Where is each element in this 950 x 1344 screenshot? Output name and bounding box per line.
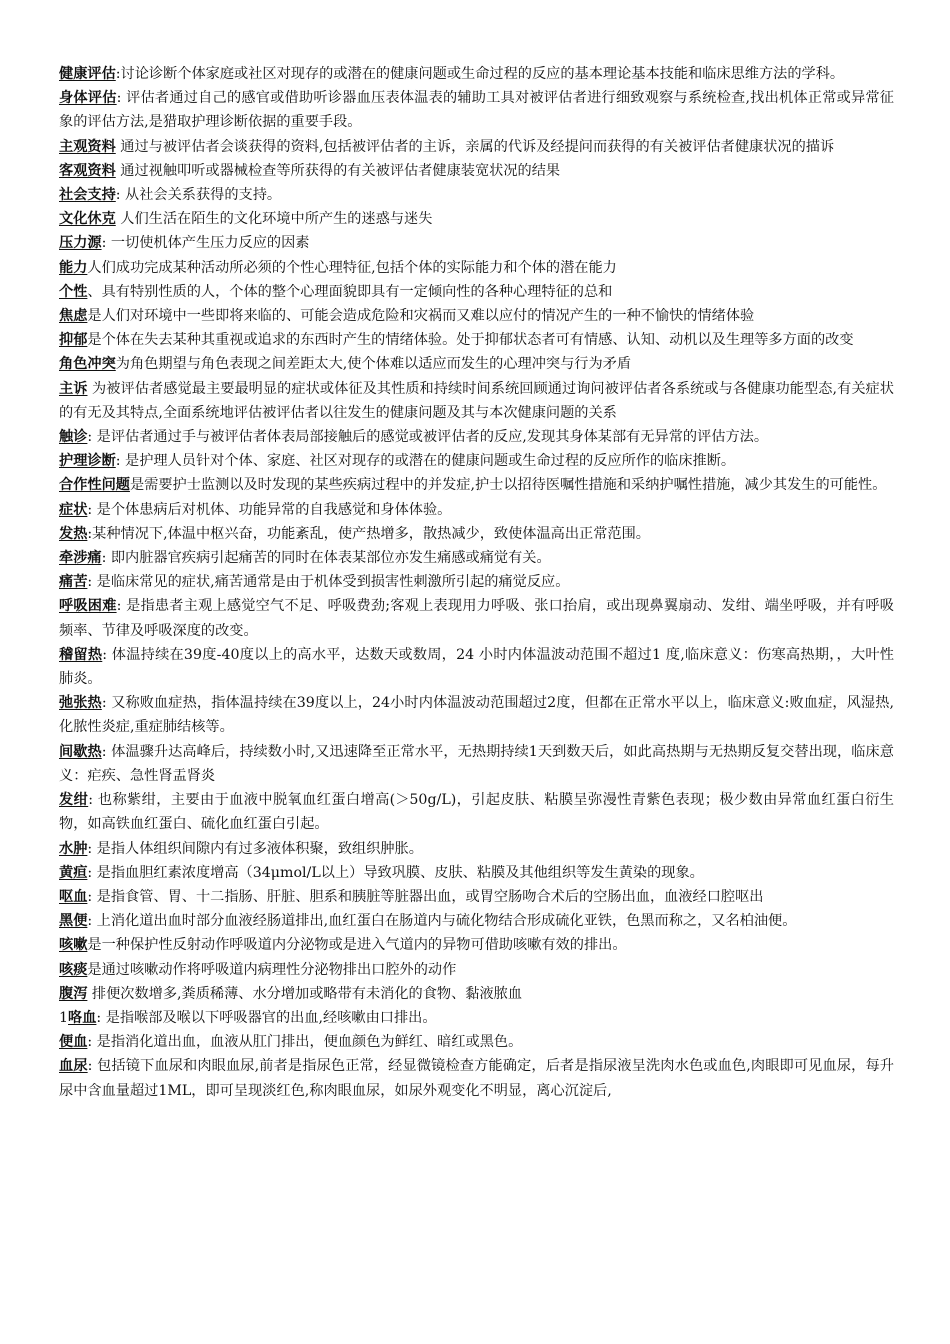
glossary-entry — [59, 135, 894, 159]
glossary-definition: 排便次数增多,粪质稀薄、水分增加或略带有未消化的食物、黏液脓血 — [87, 985, 523, 1002]
glossary-entry — [59, 909, 894, 933]
glossary-definition: :讨论诊断个体家庭或社区对现存的或潜在的健康问题或生命过程的反应的基本理论基本技能和临床思维方法的学科。 — [115, 66, 845, 82]
glossary-entry — [59, 207, 894, 231]
glossary-entry — [59, 183, 894, 207]
glossary-entry — [59, 449, 894, 473]
glossary-definition: : 评估者通过自己的感官或借助听诊器血压表体温表的辅助工具对被评估者进行细致观察与系统检查,找出机体正常或异常征象的评估方法,是猎取护理诊断依据的重要手段。 — [59, 90, 894, 131]
glossary-entry — [59, 425, 894, 449]
glossary-definition: 人们生活在陌生的文化环境中所产生的迷惑与迷失 — [115, 211, 433, 228]
glossary-definition: : 一切使机体产生压力反应的因素 — [101, 235, 310, 252]
glossary-definition: : 是指患者主观上感觉空气不足、呼吸费劲;客观上表现用力呼吸、张口抬肩，或出现鼻翼扇动、发绀、端坐呼吸，并有呼吸频率、节律及呼吸深度的改变。 — [59, 598, 894, 639]
glossary-entry — [59, 159, 894, 183]
glossary-entry — [59, 885, 894, 909]
glossary-definition: 是通过咳嗽动作将呼吸道内病理性分泌物排出口腔外的动作 — [87, 961, 457, 978]
glossary-definition: 是个体在失去某种其重视或追求的东西时产生的情绪体验。处于抑郁状态者可有情感、认知、动机以及生理等多方面的改变 — [87, 332, 854, 349]
glossary-entry — [59, 328, 894, 352]
glossary-term: 间歇热 — [59, 743, 102, 760]
glossary-definition: 是人们对环境中一些即将来临的、可能会造成危险和灾祸而又难以应付的情况产生的一种不愉快的情绪体验 — [87, 308, 755, 325]
glossary-term: 黄疸 — [59, 864, 88, 881]
glossary-entry — [59, 546, 894, 570]
glossary-term: 合作性问题 — [59, 477, 130, 494]
glossary-definition: : 是指食管、胃、十二指肠、肝脏、胆系和胰脏等脏器出血，或胃空肠吻合术后的空肠出血，血液经口腔呕出 — [87, 888, 764, 905]
glossary-definition: : 是评估者通过手与被评估者体表局部接触后的感觉或被评估者的反应,发现其身体某部有无异常的评估方法。 — [87, 429, 769, 446]
glossary-entry — [59, 594, 894, 642]
glossary-term: 个性 — [59, 283, 88, 300]
glossary-entry — [59, 570, 894, 594]
glossary-definition: : 从社会关系获得的支持。 — [115, 187, 282, 204]
glossary-entry — [59, 231, 894, 255]
glossary-term: 水肿 — [59, 840, 88, 857]
glossary-entry — [59, 788, 894, 836]
glossary-term: 咳痰 — [59, 961, 88, 978]
glossary-term: 便血 — [59, 1034, 88, 1051]
glossary-term: 发绀 — [59, 792, 89, 809]
glossary-entry — [59, 958, 894, 982]
glossary-term: 咳嗽 — [59, 937, 88, 954]
glossary-definition: 人们成功完成某种活动所必须的个性心理特征,包括个体的实际能力和个体的潜在能力 — [87, 259, 617, 276]
glossary-entry — [59, 837, 894, 861]
glossary-entry — [59, 256, 894, 280]
glossary-entry — [59, 86, 894, 134]
glossary-definition: : 是护理人员针对个体、家庭、社区对现存的或潜在的健康问题或生命过程的反应所作的临床推断。 — [115, 453, 736, 470]
glossary-definition: : 上消化道出血时部分血液经肠道排出,血红蛋白在肠道内与硫化物结合形成硫化亚铁，色黑而称之，又名柏油便。 — [87, 913, 797, 930]
glossary-term: 身体评估 — [59, 90, 117, 107]
glossary-entry — [59, 740, 894, 788]
glossary-term: 触诊 — [59, 429, 88, 446]
glossary-entry — [59, 982, 894, 1006]
glossary-entry — [59, 1006, 894, 1030]
glossary-definition: : 是个体患病后对机体、功能异常的自我感觉和身体体验。 — [87, 501, 452, 518]
glossary-definition: :某种情况下,体温中枢兴奋，功能紊乱，使产热增多，散热减少，致使体温高出正常范围。 — [87, 525, 650, 542]
glossary-definition: 为被评估者感觉最主要最明显的症状或体征及其性质和持续时间系统回顾通过询问被评估者各系统或与各健康功能型态,有关症状的有无及其特点,全面系统地评估被评估者以往发生的健康问题及其与本次健康问题的关系 — [59, 380, 894, 421]
glossary-term: 健康评估 — [59, 66, 116, 82]
glossary-definition: 通过视触叩听或器械检查等所获得的有关被评估者健康装宽状况的结果 — [115, 162, 561, 179]
glossary-entry — [59, 352, 894, 376]
glossary-term: 咯血 — [68, 1009, 97, 1026]
glossary-definition: 通过与被评估者会谈获得的资料,包括被评估者的主诉，亲属的代诉及经提问而获得的有关被评估者健康状况的描诉 — [115, 138, 835, 155]
glossary-definition: 是需要护士监测以及时发现的某些疾病过程中的并发症,护士以招待医嘱性措施和采纳护嘱性措施，减少其发生的可能性。 — [129, 477, 887, 494]
glossary-entry — [59, 933, 894, 957]
glossary-term: 发热 — [59, 525, 88, 542]
glossary-term: 主诉 — [59, 380, 88, 397]
glossary-entry — [59, 473, 894, 497]
glossary-definition: : 是指血胆红素浓度增高（34μmol/L以上）导致巩膜、皮肤、粘膜及其他组织等发生黄染的现象。 — [87, 864, 704, 881]
glossary-term: 文化休克 — [59, 211, 116, 228]
glossary-term: 焦虑 — [59, 308, 88, 325]
glossary-entry — [59, 691, 894, 739]
glossary-definition: 是一种保护性反射动作呼吸道内分泌物或是进入气道内的异物可借助咳嗽有效的排出。 — [87, 937, 627, 954]
glossary-term: 能力 — [59, 259, 88, 276]
glossary-entry — [59, 62, 894, 86]
glossary-definition: : 体温持续在39度-40度以上的高水平，达数天或数周，24 小时内体温波动范围不超过1 度,临床意义：伤寒高热期，，大叶性肺炎。 — [59, 646, 894, 688]
entry-prefix: 1 — [59, 1009, 69, 1026]
glossary-term: 压力源 — [59, 235, 102, 252]
glossary-entry — [59, 861, 894, 885]
glossary-entry — [59, 377, 894, 425]
glossary-entry — [59, 1030, 894, 1054]
glossary-term: 腹泻 — [59, 985, 88, 1002]
glossary-definition: 为角色期望与角色表现之间差距太大,使个体难以适应而发生的心理冲突与行为矛盾 — [115, 356, 632, 373]
glossary-term: 抑郁 — [59, 332, 88, 349]
glossary-term: 护理诊断 — [59, 453, 116, 470]
glossary-term: 呼吸困难 — [59, 598, 117, 615]
glossary-term: 稽留热 — [59, 646, 103, 663]
glossary-entry — [59, 522, 894, 546]
glossary-definition: : 是指喉部及喉以下呼吸器官的出血,经咳嗽由口排出。 — [96, 1009, 437, 1026]
glossary-definition: 、具有特别性质的人，个体的整个心理面貌即具有一定倾向性的各种心理特征的总和 — [87, 283, 613, 300]
glossary-term: 弛张热 — [59, 695, 102, 712]
glossary-entry — [59, 643, 894, 691]
glossary-entry — [59, 280, 894, 304]
glossary-term: 症状 — [59, 501, 88, 518]
glossary-term: 黑便 — [59, 913, 88, 930]
glossary-definition: : 体温骤升达高峰后，持续数小时,又迅速降至正常水平，无热期持续1天到数天后，如此高热期与无热期反复交替出现，临床意义：疟疾、急性肾盂肾炎 — [59, 743, 894, 784]
glossary-definition: : 包括镜下血尿和肉眼血尿,前者是指尿色正常，经显微镜检查方能确定，后者是指尿液呈洗肉水色或血色,肉眼即可见血尿，每升尿中含血量超过1ML，即可呈现淡红色,称肉眼血尿，如尿外观变化不明显，离心沉淀后, — [59, 1058, 894, 1099]
glossary-definition: : 也称紫绀，主要由于血液中脱氧血红蛋白增高(＞50g/L)，引起皮肤、粘膜呈弥漫性青紫色表现；极少数由异常血红蛋白衍生物，如高铁血红蛋白、硫化血红蛋白引起。 — [59, 792, 894, 833]
glossary-term: 呕血 — [59, 888, 88, 905]
glossary-definition: : 即内脏器官疾病引起痛苦的同时在体表某部位亦发生痛感或痛觉有关。 — [101, 550, 551, 567]
glossary-entry — [59, 304, 894, 328]
glossary-entry — [59, 1054, 894, 1102]
glossary-list — [59, 62, 894, 1103]
glossary-term: 痛苦 — [59, 574, 88, 591]
glossary-term: 主观资料 — [59, 138, 116, 155]
glossary-term: 血尿 — [59, 1058, 88, 1075]
glossary-definition: : 又称败血症热，指体温持续在39度以上，24小时内体温波动范围超过2度，但都在正常水平以上，临床意义:败血症，风湿热,化脓性炎症,重症肺结核等。 — [59, 695, 894, 736]
glossary-term: 社会支持 — [59, 187, 116, 204]
glossary-definition: : 是临床常见的症状,痛苦通常是由于机体受到损害性刺激所引起的痛觉反应。 — [87, 574, 570, 591]
glossary-term: 客观资料 — [59, 162, 116, 179]
glossary-term: 角色冲突 — [59, 356, 116, 373]
glossary-entry — [59, 498, 894, 522]
glossary-definition: : 是指消化道出血，血液从肛门排出，便血颜色为鲜红、暗红或黑色。 — [87, 1034, 523, 1051]
glossary-term: 牵涉痛 — [59, 550, 102, 567]
glossary-definition: : 是指人体组织间隙内有过多液体积聚，致组织肿胀。 — [87, 840, 423, 857]
